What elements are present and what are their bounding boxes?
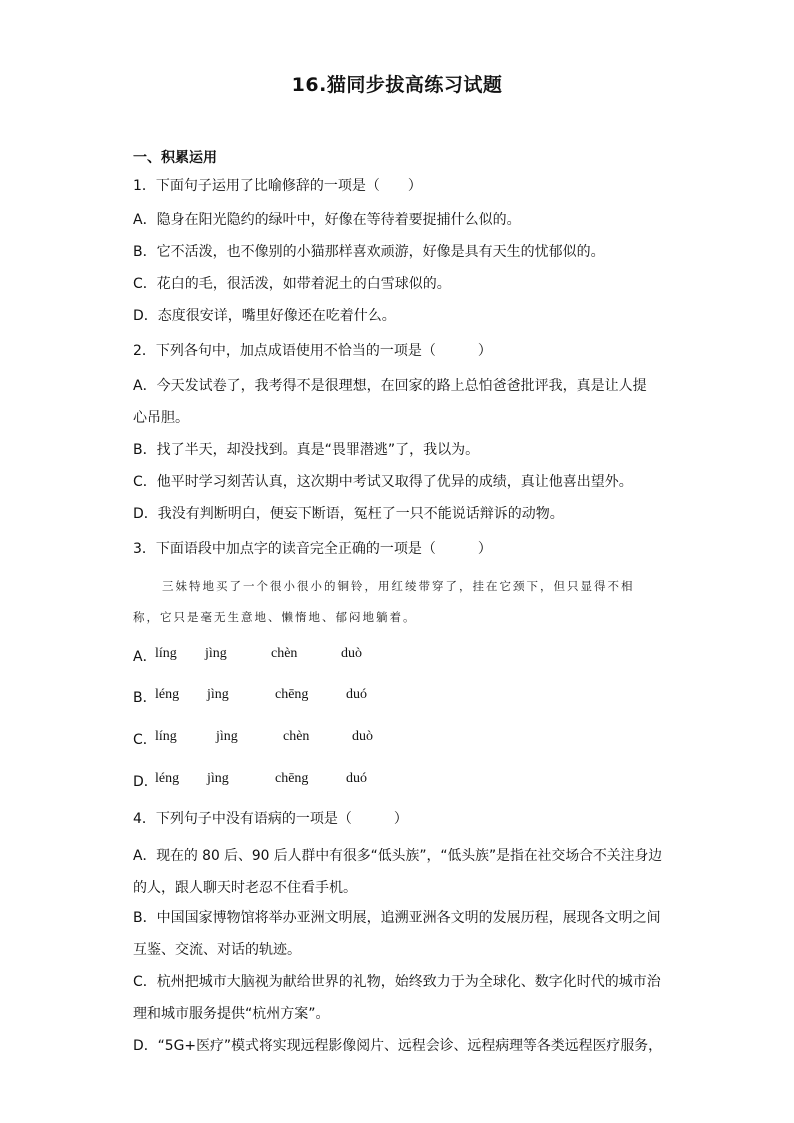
q3-option-label: B．	[133, 690, 157, 706]
pinyin-4: duò	[352, 729, 373, 744]
q4-option-a-line1: A．现在的 80 后、90 后人群中有很多“低头族”，“低头族”是指在社交场合不关注身边	[133, 848, 663, 864]
q2-option-a-line1: A．今天发试卷了，我考得不是很理想，在回家的路上总怕爸爸批评我，真是让人提	[133, 378, 647, 394]
q3-option-label: A．	[133, 649, 157, 665]
q3-passage-line2: 称，它只是毫无生意地、懒惰地、郁闷地躺着。	[133, 610, 417, 624]
q4-option-b-line2: 互鉴、交流、对话的轨迹。	[133, 942, 301, 958]
q2-option-d: D．我没有判断明白，便妄下断语，冤枉了一只不能说话辩诉的动物。	[133, 506, 564, 522]
pinyin-3: chèn	[271, 646, 298, 661]
pinyin-2: jìng	[205, 646, 227, 661]
pinyin-1: léng	[155, 771, 180, 786]
pinyin-2: jìng	[207, 771, 229, 786]
pinyin-2: jìng	[207, 687, 229, 702]
q1-option-c: C．花白的毛，很活泼，如带着泥土的白雪球似的。	[133, 276, 451, 292]
pinyin-4: duò	[341, 646, 362, 661]
section-heading: 一、积累运用	[133, 150, 217, 166]
pinyin-1: líng	[155, 729, 177, 744]
q3-passage-line1: 三妹特地买了一个很小很小的铜铃，用红绫带穿了，挂在它颈下，但只显得不相	[162, 579, 635, 593]
q3-option-label: D．	[133, 774, 158, 790]
q2-option-a-line2: 心吊胆。	[133, 410, 189, 426]
page-title: 16.猫同步拔高练习试题	[291, 74, 503, 96]
q4-option-c-line1: C．杭州把城市大脑视为献给世界的礼物，始终致力于为全球化、数字化时代的城市治	[133, 974, 661, 990]
q1-option-b: B．它不活泼，也不像别的小猫那样喜欢顽游，好像是具有天生的忧郁似的。	[133, 244, 605, 260]
q4-stem: 4．下列句子中没有语病的一项是（ ）	[133, 811, 408, 827]
pinyin-4: duó	[346, 687, 367, 702]
pinyin-1: líng	[155, 646, 177, 661]
q4-option-d-line1: D．“5G+医疗”模式将实现远程影像阅片、远程会诊、远程病理等各类远程医疗服务，	[133, 1038, 663, 1054]
q3-option-label: C．	[133, 732, 157, 748]
q4-option-a-line2: 的人，跟人聊天时老忍不住看手机。	[133, 880, 357, 896]
q1-option-a: A．隐身在阳光隐约的绿叶中，好像在等待着要捉捕什么似的。	[133, 212, 521, 228]
q1-stem: 1．下面句子运用了比喻修辞的一项是（ ）	[133, 178, 422, 194]
pinyin-3: chēng	[275, 687, 309, 702]
pinyin-1: léng	[155, 687, 180, 702]
pinyin-2: jìng	[216, 729, 238, 744]
q2-option-b: B．找了半天，却没找到。真是“畏罪潜逃”了，我以为。	[133, 442, 480, 458]
q4-option-c-line2: 理和城市服务提供“杭州方案”。	[133, 1006, 330, 1022]
q4-option-b-line1: B．中国国家博物馆将举办亚洲文明展，追溯亚洲各文明的发展历程，展现各文明之间	[133, 910, 661, 926]
q2-stem: 2．下列各句中，加点成语使用不恰当的一项是（ ）	[133, 343, 492, 359]
q3-stem: 3．下面语段中加点字的读音完全正确的一项是（ ）	[133, 541, 492, 557]
pinyin-3: chēng	[275, 771, 309, 786]
pinyin-3: chèn	[283, 729, 310, 744]
pinyin-4: duó	[346, 771, 367, 786]
q1-option-d: D．态度很安详，嘴里好像还在吃着什么。	[133, 308, 396, 324]
q2-option-c: C．他平时学习刻苦认真，这次期中考试又取得了优异的成绩，真让他喜出望外。	[133, 474, 633, 490]
